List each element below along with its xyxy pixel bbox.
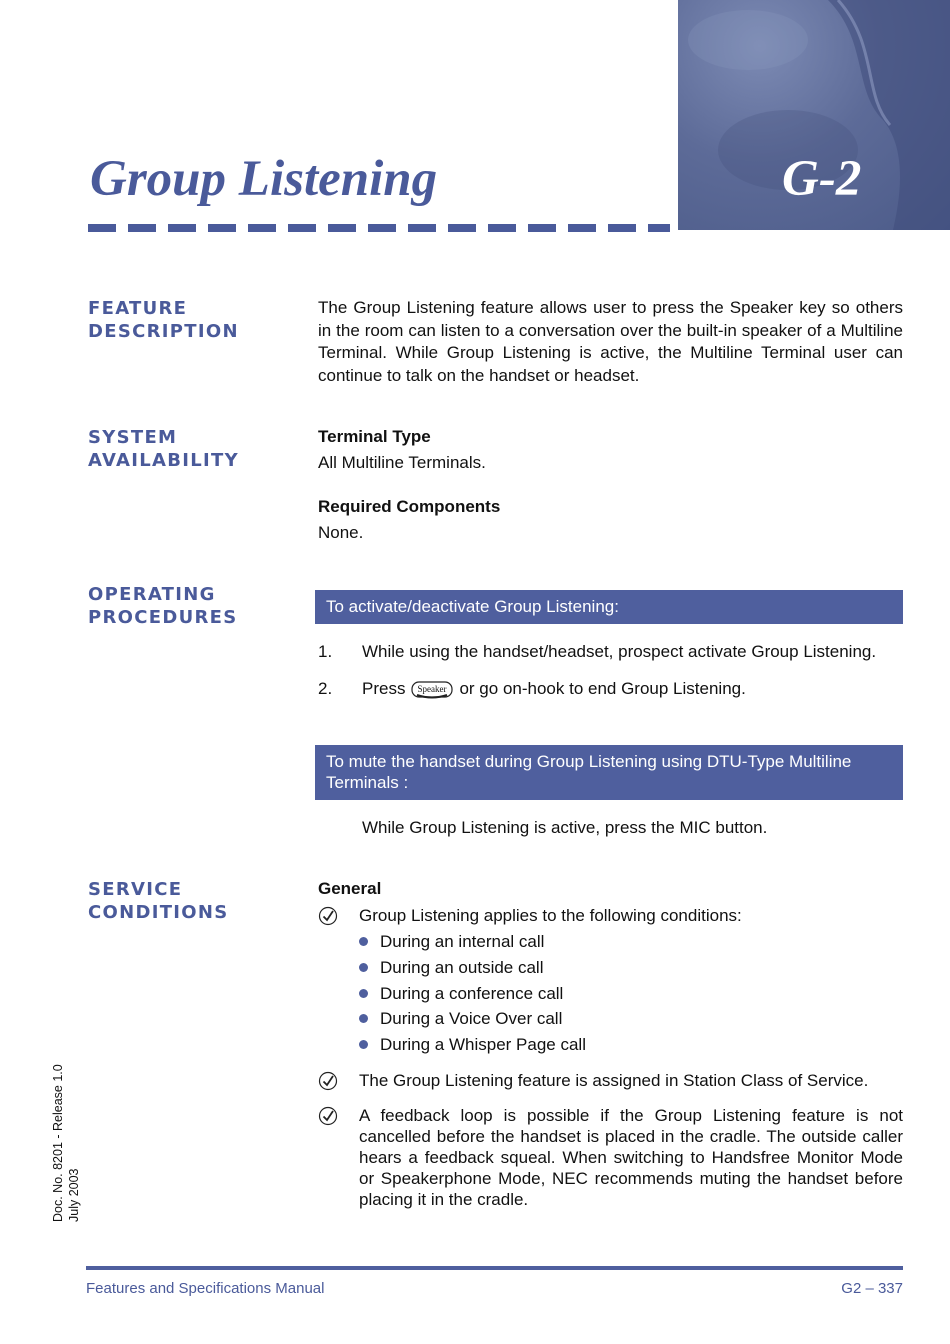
footer-manual-title: Features and Specifications Manual: [86, 1280, 325, 1297]
bullet-dot-icon: [359, 1014, 368, 1023]
doc-sidebar: [50, 1042, 90, 1222]
section-label-feature-description: FEATURE DESCRIPTION: [88, 298, 239, 342]
speaker-key-icon: [411, 681, 453, 699]
list-item: During an outside call: [359, 958, 543, 978]
list-item: During a Voice Over call: [359, 1009, 562, 1029]
feature-description-text: The Group Listening feature allows user to press the Speaker key so others in the room can listen to a conversation over the built-in speaker of a Multiline Terminal. While Group Listening is active, the Multiline Terminal user can continue to talk on the handset or headset.: [318, 298, 903, 385]
section-label-service-conditions: SERVICE CONDITIONS: [88, 879, 229, 923]
page-title: Group Listening: [90, 151, 438, 207]
general-heading: General: [318, 879, 382, 898]
speaker-key-label: Speaker: [417, 683, 447, 694]
step-text: [362, 679, 746, 699]
step-text-before: Press: [362, 679, 406, 698]
condition-item: The Group Listening feature is assigned in Station Class of Service.: [359, 1071, 869, 1090]
bullet-dot-icon: [359, 937, 368, 946]
section-label-operating-procedures: OPERATING PROCEDURES: [88, 584, 238, 628]
step-text-after: or go on-hook to end Group Listening.: [459, 679, 746, 698]
condition-item: A feedback loop is possible if the Group Listening feature is not cancelled before the handset is placed in the cradle. The outside caller hears a feedback squeal. When switching to Handsfree Monitor Mode or Speakerphone Mode, NEC recommends muting the handset before placing it in the cradle.: [359, 1106, 903, 1209]
step-text: While using the handset/headset, prospect activate Group Listening.: [362, 642, 877, 661]
list-item: During a Whisper Page call: [359, 1035, 586, 1055]
terminal-type-value: All Multiline Terminals.: [318, 453, 486, 472]
checkmark-icon: [318, 1071, 338, 1091]
section-label-system-availability: SYSTEM AVAILABILITY: [88, 427, 239, 471]
procedure-activate-title: To activate/deactivate Group Listening:: [315, 590, 903, 624]
footer-rule: [86, 1266, 903, 1270]
checkmark-icon: [318, 906, 338, 926]
list-item: During an internal call: [359, 932, 544, 952]
doc-date: July 2003: [67, 1168, 81, 1222]
terminal-type-heading: Terminal Type: [318, 427, 431, 446]
title-dashed-rule: [88, 224, 670, 232]
bullet-dot-icon: [359, 1040, 368, 1049]
list-item: During a conference call: [359, 984, 563, 1004]
bullet-dot-icon: [359, 989, 368, 998]
required-components-value: None.: [318, 523, 364, 542]
procedure-mute-text: While Group Listening is active, press the MIC button.: [362, 818, 768, 837]
bullet-dot-icon: [359, 963, 368, 972]
step-number: 1.: [318, 642, 333, 661]
doc-number: Doc. No. 8201 - Release 1.0: [51, 1064, 65, 1222]
checkmark-icon: [318, 1106, 338, 1126]
procedure-mute-title: To mute the handset during Group Listening using DTU-Type Multiline Terminals :: [315, 745, 903, 800]
required-components-heading: Required Components: [318, 497, 501, 516]
chapter-code: G-2: [782, 151, 862, 207]
condition-item: Group Listening applies to the following conditions:: [359, 906, 742, 925]
step-number: 2.: [318, 679, 333, 698]
footer-page-number: G2 – 337: [841, 1280, 903, 1297]
